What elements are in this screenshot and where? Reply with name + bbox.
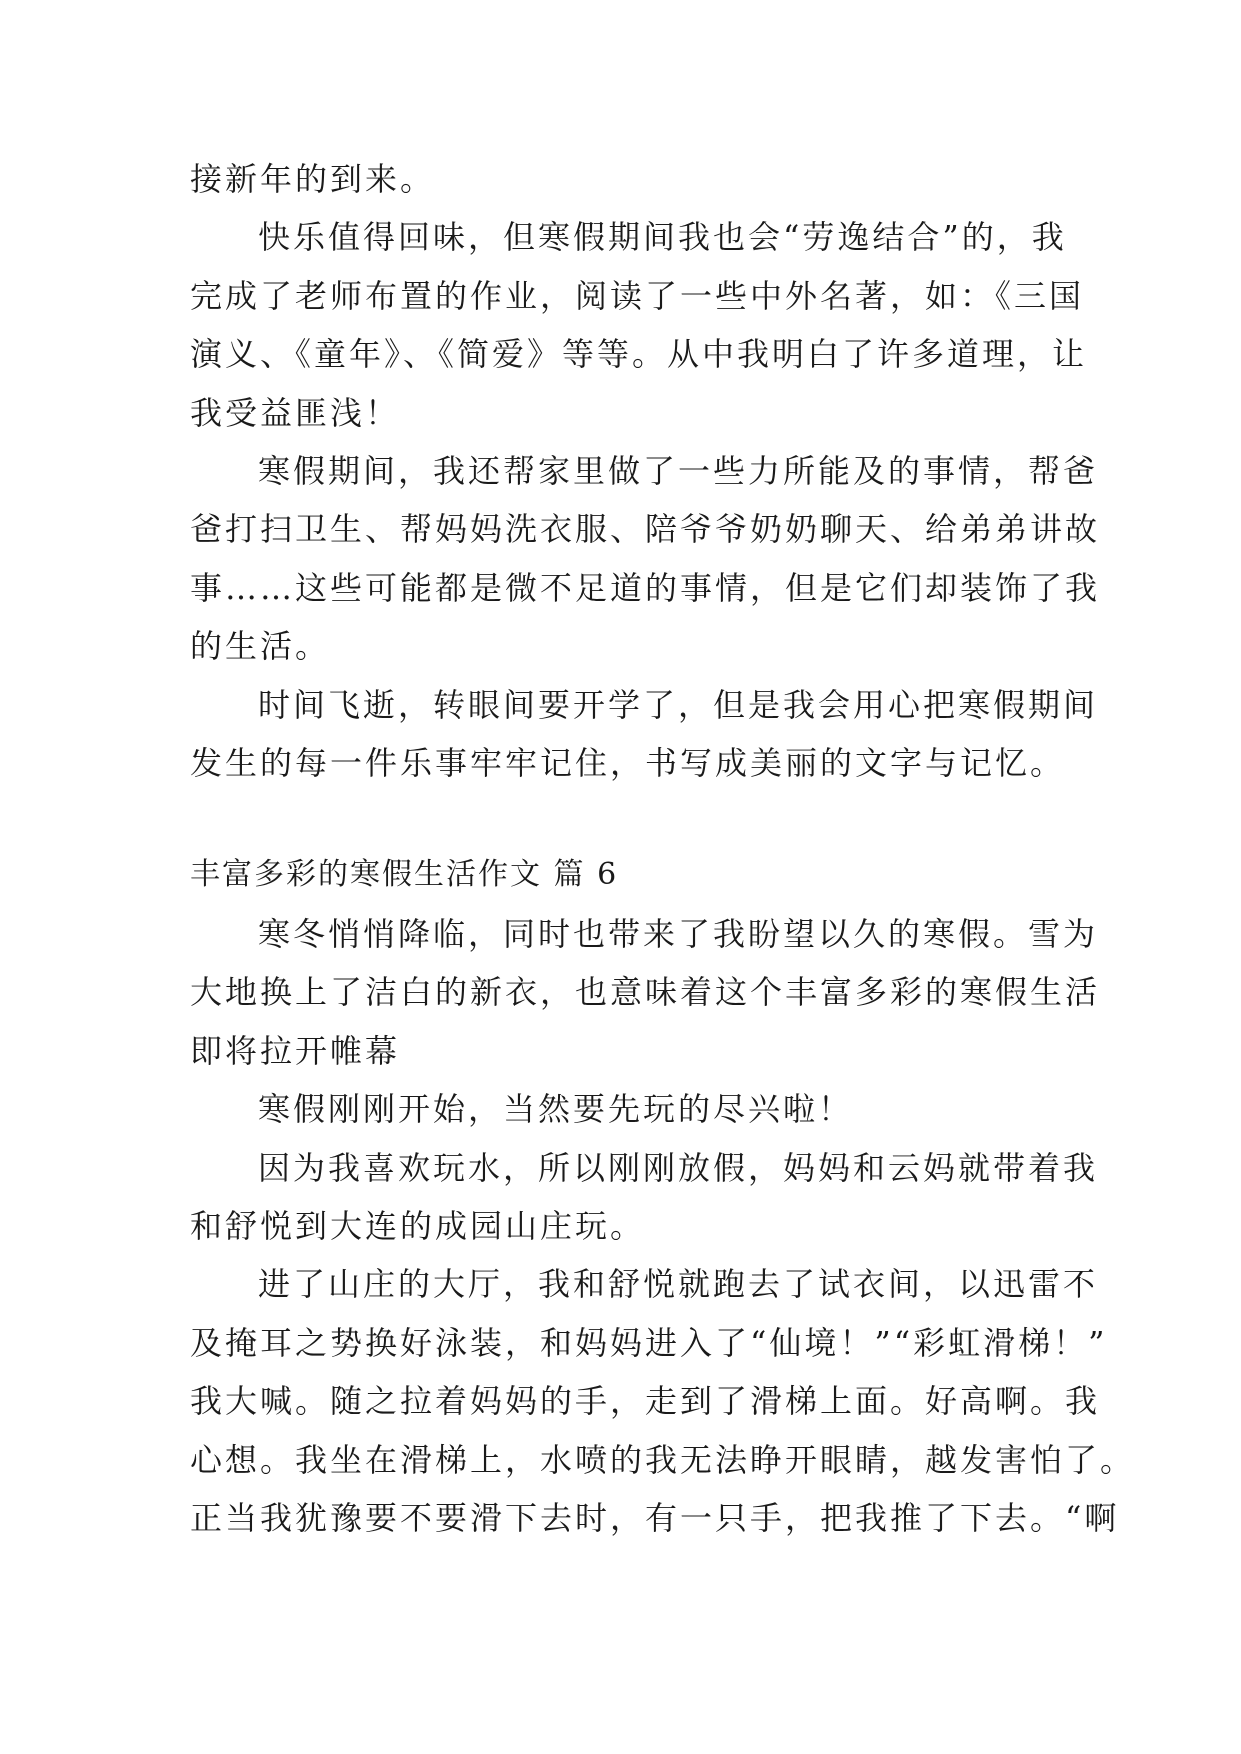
essay-heading: 丰富多彩的寒假生活作文 篇 6 bbox=[190, 857, 619, 893]
paragraph-line: 事……这些可能都是微不足道的事情，但是它们却装饰了我 bbox=[190, 568, 1101, 607]
paragraph-line: 接新年的到来。 bbox=[190, 160, 436, 198]
paragraph-line: 爸打扫卫生、帮妈妈洗衣服、陪爷爷奶奶聊天、给弟弟讲故 bbox=[190, 510, 1101, 549]
section-gap bbox=[190, 792, 1060, 846]
paragraph-line: 心想。我坐在滑梯上，水喷的我无法睁开眼睛，越发害怕了。 bbox=[190, 1440, 1136, 1479]
paragraph-line: 寒假刚刚开始，当然要先玩的尽兴啦！ bbox=[258, 1090, 854, 1129]
paragraph-line: 发生的每一件乐事牢牢记住，书写成美丽的文字与记忆。 bbox=[190, 744, 1066, 783]
document-page bbox=[190, 150, 1136, 1547]
paragraph-line: 完成了老师布置的作业，阅读了一些中外名著，如：《三国 bbox=[190, 276, 1085, 315]
paragraph-line: 我大喊。随之拉着妈妈的手，走到了滑梯上面。好高啊。我 bbox=[190, 1382, 1101, 1421]
paragraph-line: 时间飞逝，转眼间要开学了，但是我会用心把寒假期间 bbox=[258, 685, 1099, 724]
paragraph-line: 因为我喜欢玩水，所以刚刚放假，妈妈和云妈就带着我 bbox=[258, 1148, 1099, 1187]
essay-section-6 bbox=[190, 905, 1136, 1547]
essay-previous-section bbox=[190, 150, 1101, 792]
paragraph-line: 寒假期间，我还帮家里做了一些力所能及的事情，帮爸 bbox=[258, 452, 1099, 491]
paragraph-line: 和舒悦到大连的成园山庄玩。 bbox=[190, 1206, 646, 1245]
paragraph-line: 我受益匪浅！ bbox=[190, 393, 401, 432]
paragraph-line: 及掩耳之势换好泳装，和妈妈进入了“仙境！”“彩虹滑梯！” bbox=[190, 1323, 1108, 1362]
paragraph-line: 即将拉开帷幕 bbox=[190, 1031, 401, 1070]
paragraph-line: 大地换上了洁白的新衣，也意味着这个丰富多彩的寒假生活 bbox=[190, 973, 1101, 1012]
paragraph-line: 正当我犹豫要不要滑下去时，有一只手，把我推了下去。“啊 bbox=[190, 1498, 1120, 1537]
paragraph-line: 进了山庄的大厅，我和舒悦就跑去了试衣间，以迅雷不 bbox=[258, 1265, 1099, 1304]
paragraph-line: 寒冬悄悄降临，同时也带来了我盼望以久的寒假。雪为 bbox=[258, 914, 1099, 953]
paragraph-line: 演义、《童年》、《简爱》等等。从中我明白了许多道理，让 bbox=[190, 335, 1088, 374]
paragraph-line: 快乐值得回味，但寒假期间我也会“劳逸结合”的，我 bbox=[258, 218, 1067, 257]
paragraph-line: 的生活。 bbox=[190, 627, 331, 666]
